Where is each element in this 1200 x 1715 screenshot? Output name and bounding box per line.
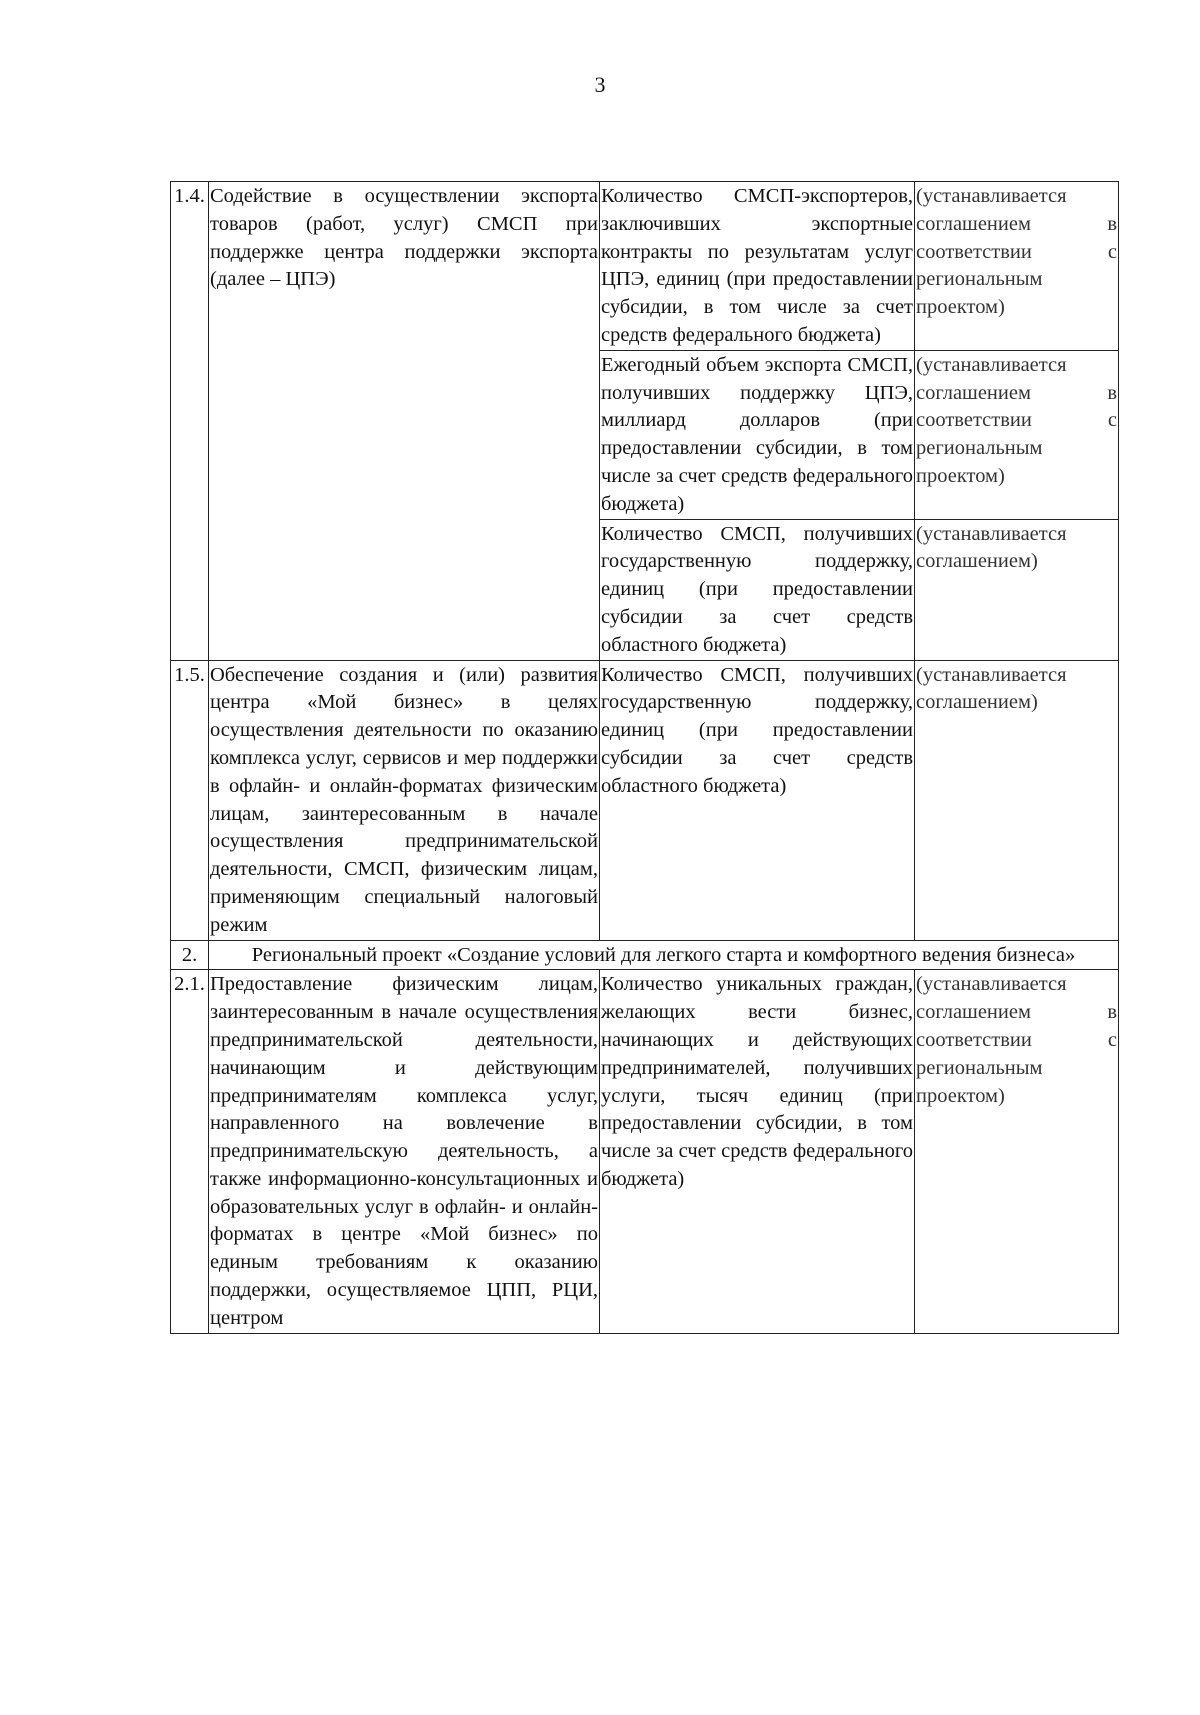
value-cell: (устанавливается соглашением в соответствии с региональным проектом) (915, 350, 1119, 519)
measure-description: Предоставление физическим лицам, заинтересованным в начале осуществления предпринимательской деятельности, начинающим и действующим предпринимателям комплекса услуг, направленного на вовлечение в предпринимательскую деятельность, а также информационно-консультационных и образовательных услуг в офлайн- и онлайн-форматах в центре «Мой бизнес» по единым требованиям к оказанию поддержки, осуществляемое ЦПП, РЦИ, центром (209, 970, 600, 1333)
indicator-cell: Количество СМСП, получивших государственную поддержку, единиц (при предоставлении субсидии за счет средств областного бюджета) (600, 660, 915, 940)
measure-description: Обеспечение создания и (или) развития центра «Мой бизнес» в целях осуществления деятельности по оказанию комплекса услуг, сервисов и мер поддержки в офлайн- и онлайн-форматах физическим лицам, заинтересованным в начале осуществления предпринимательской деятельности, СМСП, физическим лицам, применяющим специальный налоговый режим (209, 660, 600, 940)
value-cell: (устанавливается соглашением в соответствии с региональным проектом) (915, 182, 1119, 351)
page-number: 3 (594, 72, 606, 97)
indicator-cell: Количество СМСП, получивших государственную поддержку, единиц (при предоставлении субсидии за счет средств областного бюджета) (600, 519, 915, 660)
section-title: Региональный проект «Создание условий для легкого старта и комфортного ведения бизнеса» (209, 940, 1119, 970)
table-row (171, 660, 1119, 940)
indicator-cell: Количество СМСП-экспортеров, заключивших экспортные контракты по результатам услуг ЦПЭ, единиц (при предоставлении субсидии, в том числе за счет средств федерального бюджета) (600, 182, 915, 351)
value-cell: (устанавливается соглашением) (915, 519, 1119, 660)
row-number: 2.1. (171, 970, 209, 1333)
measures-table (170, 181, 1119, 1334)
row-number: 1.5. (171, 660, 209, 940)
measure-description: Содействие в осуществлении экспорта товаров (работ, услуг) СМСП при поддержке центра поддержки экспорта (далее – ЦПЭ) (209, 182, 600, 661)
indicator-cell: Количество уникальных граждан, желающих вести бизнес, начинающих и действующих предпринимателей, получивших услуги, тысяч единиц (при предоставлении субсидии, в том числе за счет средств федерального бюджета) (600, 970, 915, 1333)
section-number: 2. (171, 940, 209, 970)
indicator-cell: Ежегодный объем экспорта СМСП, получивших поддержку ЦПЭ, миллиард долларов (при предоставлении субсидии, в том числе за счет средств федерального бюджета) (600, 350, 915, 519)
table-row (171, 970, 1119, 1333)
table-row (171, 182, 1119, 351)
value-cell: (устанавливается соглашением) (915, 660, 1119, 940)
section-row (171, 940, 1119, 970)
value-cell: (устанавливается соглашением в соответствии с региональным проектом) (915, 970, 1119, 1333)
row-number: 1.4. (171, 182, 209, 661)
